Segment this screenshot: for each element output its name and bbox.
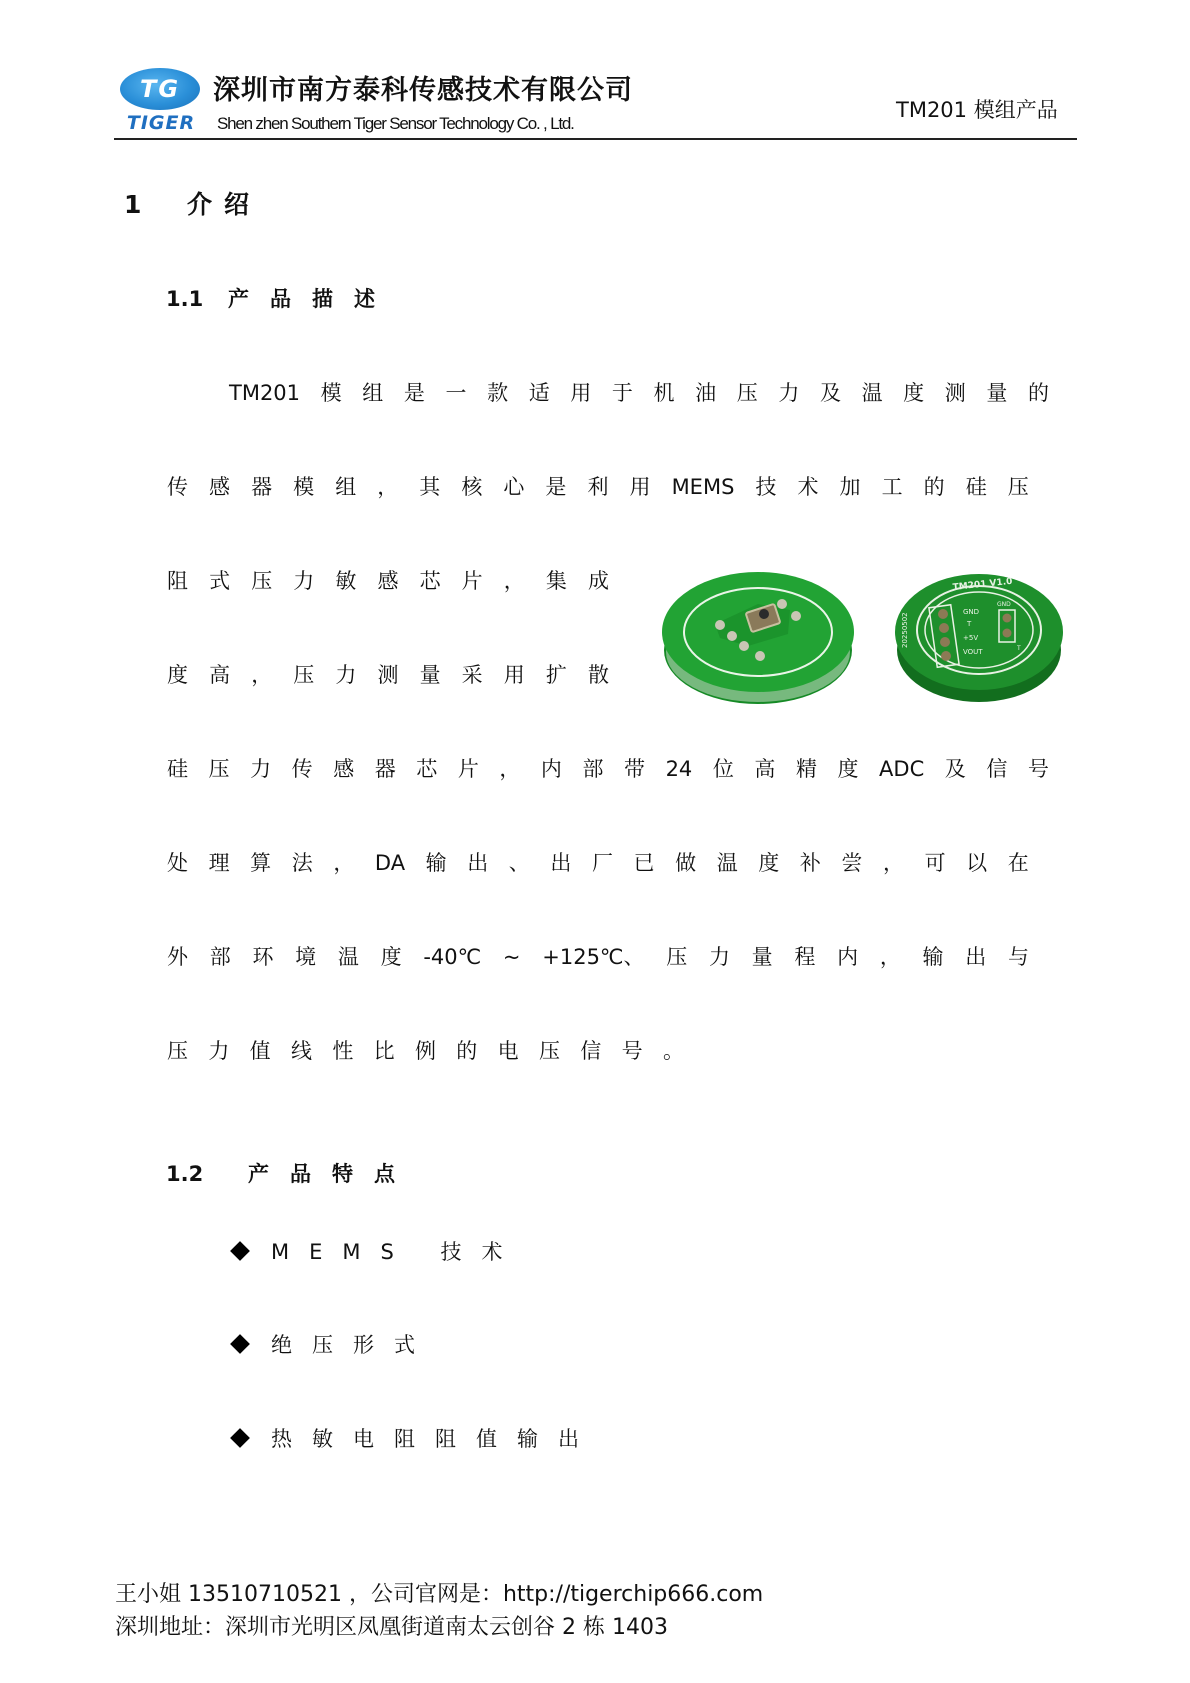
- text-token: 硅: [965, 475, 987, 499]
- description-line: [229, 378, 1049, 408]
- text-token: 量: [986, 381, 1008, 405]
- text-token: 传: [291, 757, 313, 781]
- subsection-number: 1.1: [166, 287, 204, 311]
- description-line: [167, 660, 609, 690]
- text-token: 加: [839, 475, 861, 499]
- text-token: 敏: [335, 569, 357, 593]
- text-token: 感: [333, 757, 355, 781]
- text-token: 芯: [416, 757, 438, 781]
- text-token: 度: [380, 945, 402, 969]
- text-token: 理: [208, 851, 230, 875]
- text-token: 输: [922, 945, 944, 969]
- svg-text:TM201 V1.0: TM201 V1.0: [952, 576, 1013, 593]
- text-token: ，: [377, 475, 399, 499]
- description-line: [167, 754, 1049, 784]
- text-token: -40℃: [423, 945, 482, 969]
- text-token: 以: [966, 851, 988, 875]
- text-token: 内: [837, 945, 859, 969]
- text-token: 感: [209, 475, 231, 499]
- text-token: 核: [461, 475, 483, 499]
- pcb-back-image: [893, 568, 1065, 706]
- text-token: 补: [799, 851, 821, 875]
- text-token: 线: [290, 1039, 312, 1063]
- text-token: 在: [1007, 851, 1029, 875]
- text-token: 值: [249, 1039, 271, 1063]
- text-token: 用: [570, 381, 592, 405]
- text-token: 温: [337, 945, 359, 969]
- text-token: 款: [487, 381, 509, 405]
- text-token: 集: [545, 569, 567, 593]
- text-token: 器: [374, 757, 396, 781]
- svg-text:T: T: [1017, 645, 1021, 652]
- text-token: 片: [461, 569, 483, 593]
- text-token: 输: [425, 851, 447, 875]
- feature-text: MEMS 技术: [271, 1240, 523, 1264]
- text-token: 量: [419, 663, 441, 687]
- text-token: 信: [986, 757, 1008, 781]
- text-token: 工: [881, 475, 903, 499]
- text-token: 度: [903, 381, 925, 405]
- diamond-bullet-icon: [230, 1428, 250, 1448]
- text-token: 器: [251, 475, 273, 499]
- text-token: 的: [456, 1039, 478, 1063]
- text-token: 测: [944, 381, 966, 405]
- feature-item: [230, 1329, 435, 1359]
- text-token: 内: [540, 757, 562, 781]
- text-token: 程: [794, 945, 816, 969]
- feature-item: [230, 1236, 523, 1266]
- text-token: DA: [374, 851, 406, 875]
- text-token: 位: [712, 757, 734, 781]
- pcb-front-image: [660, 566, 856, 708]
- text-token: 的: [923, 475, 945, 499]
- text-token: 力: [778, 381, 800, 405]
- description-line: [167, 942, 1029, 972]
- text-token: +125℃、: [542, 945, 645, 969]
- svg-text:T: T: [967, 620, 972, 628]
- text-token: 于: [611, 381, 633, 405]
- diamond-bullet-icon: [230, 1241, 250, 1261]
- text-token: MEMS: [671, 475, 735, 499]
- text-token: 模: [320, 381, 342, 405]
- text-token: 带: [624, 757, 646, 781]
- text-token: 出: [550, 851, 572, 875]
- text-token: 温: [861, 381, 883, 405]
- text-token: 温: [716, 851, 738, 875]
- text-token: 量: [751, 945, 773, 969]
- text-token: 机: [653, 381, 675, 405]
- text-token: 已: [633, 851, 655, 875]
- description-line: [167, 566, 609, 596]
- text-token: 号: [621, 1039, 643, 1063]
- text-token: 高: [209, 663, 231, 687]
- feature-text: 绝压形式: [271, 1333, 435, 1357]
- text-token: 感: [377, 569, 399, 593]
- text-token: 力: [208, 1039, 230, 1063]
- text-token: ~: [502, 945, 521, 969]
- text-token: 与: [1007, 945, 1029, 969]
- svg-text:GND: GND: [963, 608, 980, 616]
- text-token: 精: [795, 757, 817, 781]
- text-token: 例: [414, 1039, 436, 1063]
- text-token: 及: [819, 381, 841, 405]
- text-token: 外: [167, 945, 188, 969]
- text-token: 阻: [167, 569, 188, 593]
- text-token: ，: [251, 663, 273, 687]
- text-token: 电: [497, 1039, 519, 1063]
- text-token: 力: [250, 757, 272, 781]
- text-token: 力: [293, 569, 315, 593]
- text-token: 度: [837, 757, 859, 781]
- text-token: 比: [373, 1039, 395, 1063]
- text-token: 用: [503, 663, 525, 687]
- text-token: ，: [333, 851, 355, 875]
- subsection-title: 产品特点: [248, 1162, 416, 1186]
- text-token: 做: [675, 851, 697, 875]
- text-token: 压: [666, 945, 688, 969]
- text-token: 是: [403, 381, 425, 405]
- text-token: 测: [377, 663, 399, 687]
- text-token: 散: [587, 663, 609, 687]
- text-token: 利: [587, 475, 609, 499]
- text-token: 是: [545, 475, 567, 499]
- svg-text:+5V: +5V: [963, 634, 979, 642]
- text-token: 芯: [419, 569, 441, 593]
- text-token: 用: [629, 475, 651, 499]
- text-token: 力: [335, 663, 357, 687]
- text-token: 部: [209, 945, 231, 969]
- text-token: 厂: [591, 851, 613, 875]
- text-token: 出: [965, 945, 987, 969]
- text-token: 高: [754, 757, 776, 781]
- text-token: 压: [1007, 475, 1029, 499]
- text-token: 的: [1028, 381, 1049, 405]
- text-token: 组: [362, 381, 384, 405]
- section-number: 1: [124, 190, 142, 219]
- diamond-bullet-icon: [230, 1334, 250, 1354]
- text-token: 扩: [545, 663, 567, 687]
- text-token: 力: [708, 945, 730, 969]
- svg-text:GND: GND: [997, 601, 1011, 608]
- text-token: 成: [587, 569, 609, 593]
- text-token: ADC: [879, 757, 925, 781]
- text-token: 技: [755, 475, 777, 499]
- text-token: 24: [665, 757, 693, 781]
- text-token: ，: [883, 851, 904, 875]
- description-line: [167, 472, 1029, 502]
- text-token: 可: [924, 851, 946, 875]
- text-token: 号: [1027, 757, 1049, 781]
- text-token: 境: [295, 945, 317, 969]
- text-token: 片: [457, 757, 479, 781]
- text-token: 及: [944, 757, 966, 781]
- text-token: 度: [167, 663, 188, 687]
- company-name-cn: 深圳市南方泰科传感技术有限公司: [213, 75, 633, 106]
- text-token: 。: [662, 1039, 684, 1063]
- svg-text:20250502: 20250502: [901, 612, 909, 648]
- text-token: 法: [291, 851, 313, 875]
- text-token: 组: [335, 475, 357, 499]
- text-token: TM201: [229, 381, 301, 405]
- text-token: 压: [736, 381, 758, 405]
- text-token: 其: [419, 475, 441, 499]
- text-token: 模: [293, 475, 315, 499]
- text-token: 油: [695, 381, 717, 405]
- text-token: 术: [797, 475, 819, 499]
- feature-item: [230, 1423, 599, 1453]
- text-token: 适: [528, 381, 550, 405]
- document-title: TM201 模组产品: [896, 98, 1058, 122]
- text-token: 硅: [167, 757, 188, 781]
- description-line: [167, 1036, 684, 1066]
- text-token: 尝: [841, 851, 863, 875]
- text-token: 算: [250, 851, 272, 875]
- subsection-number: 1.2: [166, 1162, 204, 1186]
- text-token: 信: [580, 1039, 602, 1063]
- svg-text:VOUT: VOUT: [963, 648, 983, 656]
- logo-wordmark: TIGER: [126, 112, 196, 134]
- footer-contact: 王小姐 13510710521 ，公司官网是：http://tigerchip666.com: [115, 1582, 764, 1607]
- section-title: 介绍: [187, 190, 262, 219]
- text-token: 压: [293, 663, 315, 687]
- text-token: 出: [467, 851, 489, 875]
- footer-address: 深圳地址：深圳市光明区凤凰街道南太云创谷 2 栋 1403: [115, 1615, 668, 1640]
- text-token: 环: [252, 945, 274, 969]
- company-name-en: Shen zhen Southern Tiger Sensor Technology Co. , Ltd.: [217, 114, 574, 133]
- text-token: ，: [499, 757, 521, 781]
- text-token: 处: [167, 851, 188, 875]
- text-token: 压: [538, 1039, 560, 1063]
- description-line: [167, 848, 1029, 878]
- text-token: ，: [503, 569, 525, 593]
- text-token: 压: [208, 757, 230, 781]
- text-token: 压: [167, 1039, 188, 1063]
- header-divider: [114, 138, 1077, 140]
- feature-text: 热敏电阻阻值输出: [271, 1427, 599, 1451]
- logo-mark: TG: [139, 75, 181, 103]
- text-token: 压: [251, 569, 273, 593]
- text-token: 传: [167, 475, 188, 499]
- text-token: 采: [461, 663, 483, 687]
- text-token: 一: [445, 381, 467, 405]
- text-token: ，: [879, 945, 901, 969]
- text-token: 部: [582, 757, 604, 781]
- subsection-title: 产品描述: [228, 287, 396, 311]
- text-token: 心: [503, 475, 525, 499]
- text-token: 式: [209, 569, 231, 593]
- text-token: 、: [508, 851, 530, 875]
- text-token: 性: [332, 1039, 354, 1063]
- text-token: 度: [758, 851, 780, 875]
